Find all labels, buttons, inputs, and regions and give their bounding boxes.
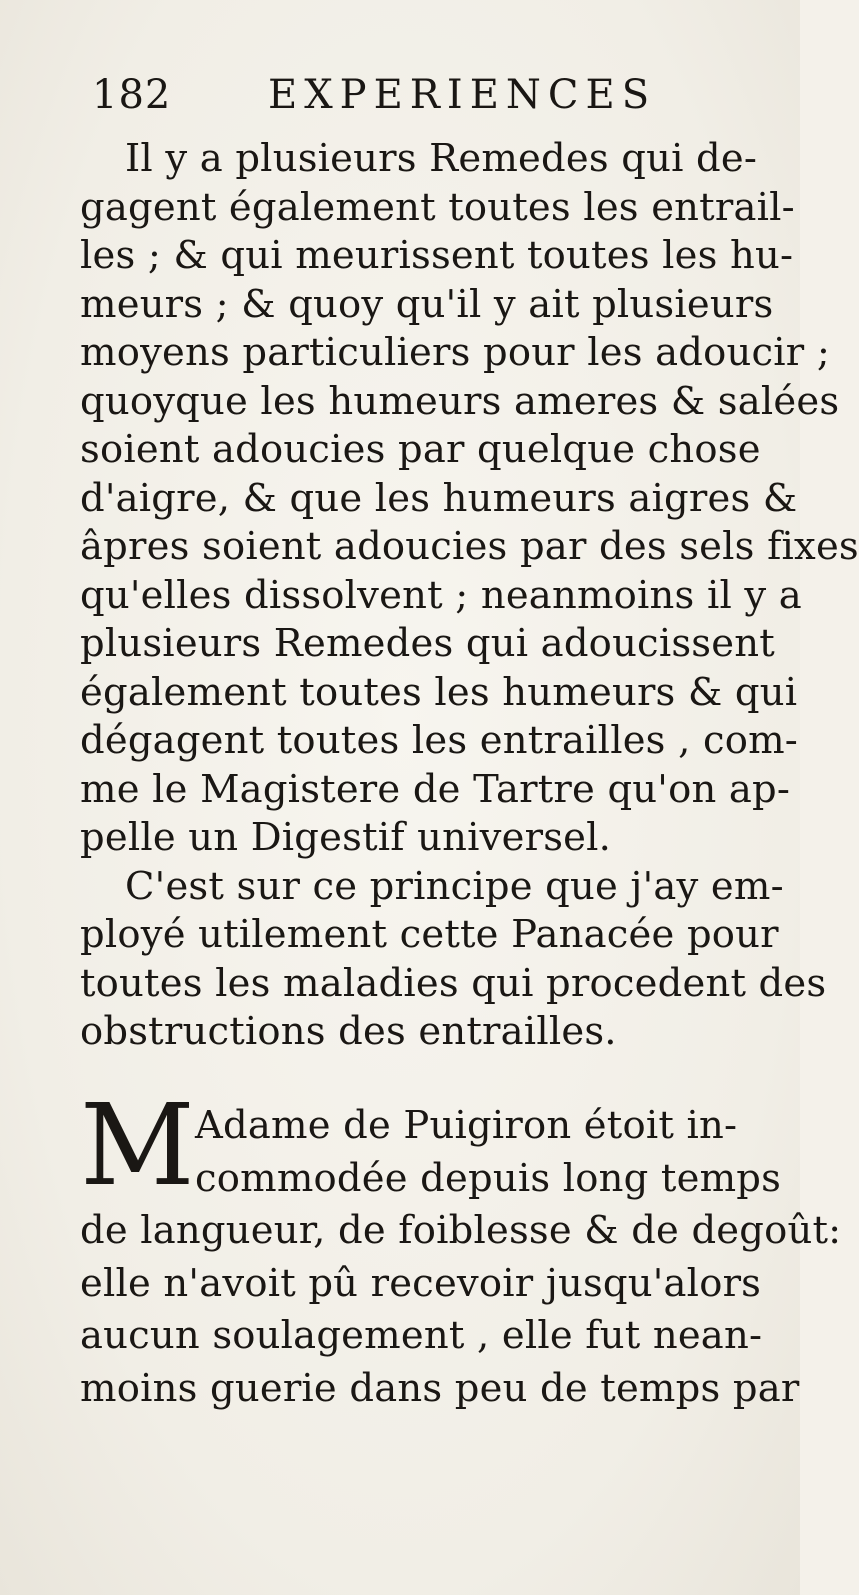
text-line: pelle un Digestif universel. — [80, 815, 612, 860]
text-line: toutes les maladies qui procedent des — [80, 960, 827, 1006]
text-line: qu'elles dissolvent ; neanmoins il y a — [80, 572, 802, 618]
drop-cap-initial: M — [80, 1081, 195, 1211]
text-line: quoyque les humeurs ameres & salées — [80, 378, 840, 424]
text-line: aucun soulagement , elle fut nean- — [80, 1313, 763, 1358]
text-line: les ; & qui meurissent toutes les hu- — [80, 233, 794, 278]
text-line: ployé utilement cette Panacée pour — [80, 912, 779, 957]
text-line: commodée depuis long temps — [195, 1155, 782, 1201]
text-line: me le Magistere de Tartre qu'on ap- — [80, 766, 791, 812]
paragraph-2 — [80, 1100, 842, 1415]
text-line: elle n'avoit pû recevoir jusqu'alors — [80, 1260, 762, 1306]
text-line: Il y a plusieurs Remedes qui de- — [125, 136, 758, 181]
page-number: 182 — [92, 72, 172, 118]
text-line: âpres soient adoucies par des sels fixes — [80, 524, 859, 569]
text-line: de langueur, de foiblesse & de degoût: — [80, 1208, 842, 1253]
text-line: meurs ; & quoy qu'il y ait plusieurs — [80, 281, 774, 327]
text-line: Adame de Puigiron étoit in- — [195, 1103, 738, 1148]
paragraph-1 — [80, 135, 859, 1057]
text-line: moins guerie dans peu de temps par — [80, 1365, 800, 1411]
page-header — [92, 72, 732, 132]
text-line: moyens particuliers pour les adoucir ; — [80, 330, 830, 375]
text-line: obstructions des entrailles. — [80, 1009, 617, 1054]
text-line: également toutes les humeurs & qui — [80, 669, 798, 715]
text-line: soient adoucies par quelque chose — [80, 427, 761, 472]
running-head: EXPERIENCES — [268, 72, 657, 118]
text-line: gagent également toutes les entrail- — [80, 184, 795, 230]
text-line: plusieurs Remedes qui adoucissent — [80, 621, 775, 666]
text-line: d'aigre, & que les humeurs aigres & — [80, 475, 798, 521]
text-line: C'est sur ce principe que j'ay em- — [125, 863, 784, 909]
text-line: dégagent toutes les entrailles , com- — [80, 718, 799, 763]
